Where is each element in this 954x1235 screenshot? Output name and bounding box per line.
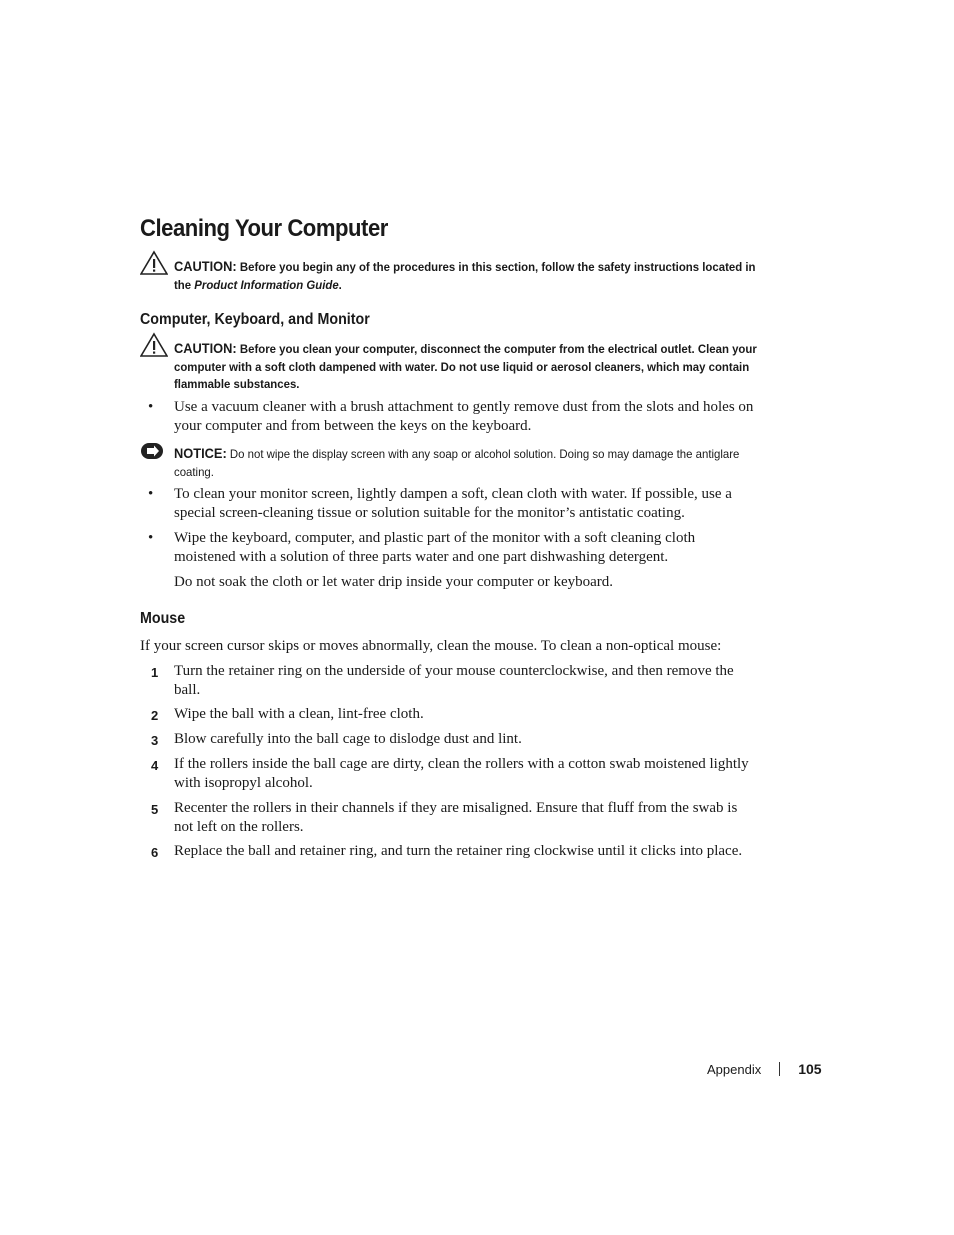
- caution-disconnect: [140, 340, 760, 394]
- notice-text: Do not wipe the display screen with any soap or alcohol solution. Doing so may damage the antiglare coating.: [174, 447, 740, 479]
- notice-icon: [140, 442, 166, 468]
- list-item: [140, 398, 760, 436]
- step-number: 5: [151, 802, 159, 817]
- step-text: Wipe the ball with a clean, lint-free cloth.: [174, 706, 424, 722]
- page-title: Cleaning Your Computer: [140, 215, 388, 242]
- step-text: Turn the retainer ring on the underside of your mouse counterclockwise, and then remove the ball.: [174, 663, 734, 698]
- section-heading-mouse: Mouse: [140, 610, 186, 627]
- caution-general: CAUTION: Before you begin any of the procedures in this section, follow the safety instructions located in the Product Information Guide.: [140, 258, 760, 294]
- step-item: [140, 662, 760, 700]
- step-item: [140, 755, 760, 793]
- guide-title: Product Information Guide: [194, 277, 339, 292]
- step-number: 3: [151, 733, 159, 748]
- footer-section-label: Appendix: [707, 1061, 762, 1077]
- list-item-text: Wipe the keyboard, computer, and plastic part of the monitor with a soft cleaning cloth moistened with a solution of three parts water and one part dishwashing detergent.: [174, 530, 696, 565]
- step-item: [140, 730, 760, 749]
- page-number: 105: [798, 1061, 822, 1077]
- caution-text: Before you clean your computer, disconnect the computer from the electrical outlet. Clean your computer with a soft cloth dampened with water. Do not use liquid or aerosol cleaners, which may contain flammable substances.: [174, 342, 757, 391]
- page-footer: [707, 1061, 822, 1077]
- notice-label: NOTICE:: [174, 446, 227, 461]
- step-item: [140, 799, 760, 837]
- step-text: Blow carefully into the ball cage to dislodge dust and lint.: [174, 731, 522, 747]
- bullet-marker: •: [148, 399, 154, 415]
- caution-label: CAUTION:: [174, 259, 237, 274]
- footer-divider: [779, 1062, 780, 1076]
- step-text: Recenter the rollers in their channels if they are misaligned. Ensure that fluff from the swab is not left on the rollers.: [174, 800, 738, 835]
- step-text: Replace the ball and retainer ring, and turn the retainer ring clockwise until it clicks into place.: [174, 843, 743, 859]
- list-item-text: Use a vacuum cleaner with a brush attachment to gently remove dust from the slots and holes on your computer and from between the keys on the keyboard.: [174, 399, 754, 434]
- caution-triangle-icon: [140, 250, 168, 282]
- bullet-marker: •: [148, 530, 154, 546]
- step-item: [140, 842, 760, 861]
- step-number: 2: [151, 708, 159, 723]
- section-heading-computer-keyboard-monitor: Computer, Keyboard, and Monitor: [140, 311, 370, 328]
- list-item-text: To clean your monitor screen, lightly dampen a soft, clean cloth with water. If possible, use a special screen-cleaning tissue or solution suitable for the monitor’s antistatic coating.: [174, 486, 732, 521]
- step-number: 6: [151, 845, 159, 860]
- list-item: [140, 485, 760, 523]
- list-item: [140, 529, 760, 567]
- list-item-continuation: [140, 573, 760, 592]
- caution-text: Before you begin any of the procedures in this section, follow the safety instructions located in the: [174, 260, 756, 292]
- caution-triangle-icon: [140, 332, 168, 364]
- step-item: [140, 705, 760, 724]
- step-number: 1: [151, 665, 159, 680]
- step-number: 4: [151, 758, 159, 773]
- step-text: If the rollers inside the ball cage are dirty, clean the rollers with a cotton swab moistened lightly with isopropyl alcohol.: [174, 756, 749, 791]
- caution-label: CAUTION:: [174, 341, 237, 356]
- notice-display: [140, 445, 760, 481]
- paragraph: Do not soak the cloth or let water drip inside your computer or keyboard.: [174, 574, 614, 590]
- bullet-marker: •: [148, 486, 154, 502]
- mouse-intro: If your screen cursor skips or moves abnormally, clean the mouse. To clean a non-optical mouse:: [140, 638, 722, 654]
